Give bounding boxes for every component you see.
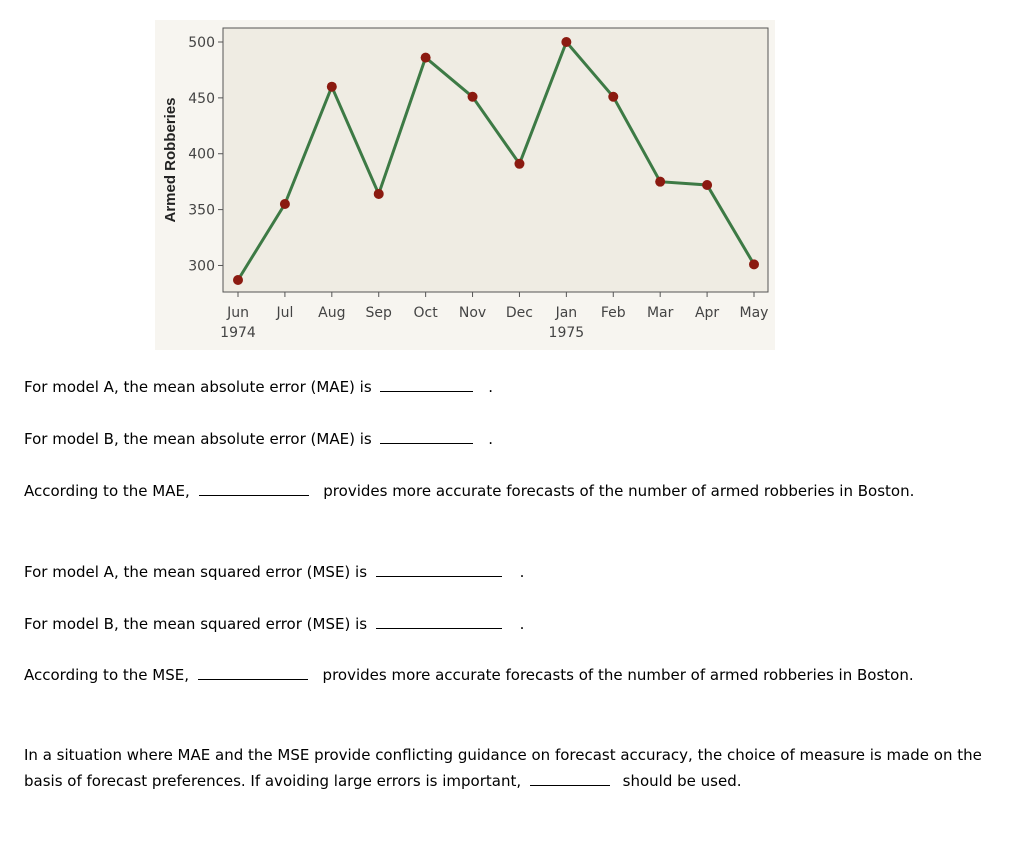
question-mse-choice — [24, 665, 914, 684]
x-tick-label: Nov — [458, 305, 487, 321]
data-point — [327, 82, 337, 92]
data-point — [233, 275, 243, 285]
x-tick-label: Jul — [276, 305, 294, 321]
question-final-suffix: should be used. — [622, 772, 742, 790]
data-point — [561, 37, 571, 47]
question-mse-choice-text: According to the MSE, — [24, 666, 189, 684]
data-point — [702, 180, 712, 190]
question-mse-a-text: For model A, the mean squared error (MSE) is — [24, 563, 368, 581]
data-point — [749, 259, 759, 269]
question-mae-b — [24, 429, 493, 448]
question-mse-b — [24, 614, 524, 633]
x-tick-label: Mar — [646, 305, 674, 321]
x-tick-label: Feb — [600, 305, 626, 321]
y-tick-label: 400 — [188, 146, 215, 163]
armed-robberies-chart — [155, 20, 775, 350]
data-point — [655, 177, 665, 187]
question-mse-b-period: . — [519, 615, 525, 633]
answer-blank-mae-b[interactable] — [380, 429, 473, 444]
plot-area — [223, 28, 768, 292]
x-tick-label: Sep — [365, 305, 392, 321]
x-tick-label: Jun — [227, 305, 249, 321]
answer-blank-mae-choice[interactable] — [199, 481, 309, 496]
question-mae-choice — [24, 481, 914, 500]
line-chart-svg — [155, 20, 775, 350]
question-mse-choice-suffix: provides more accurate forecasts of the number of armed robberies in Boston. — [322, 666, 914, 684]
data-point — [468, 92, 478, 102]
question-mae-b-text: For model B, the mean absolute error (MAE) is — [24, 430, 372, 448]
y-tick-label: 500 — [188, 35, 215, 51]
x-tick-label: Jan — [555, 305, 578, 321]
question-final-text: In a situation where MAE and the MSE provide conflicting guidance on forecast accuracy, the choice of measure is made on the basis of forecast preferences. If avoiding large errors is important, — [24, 746, 982, 790]
data-point — [280, 199, 290, 209]
x-tick-label: Dec — [505, 305, 534, 321]
question-mae-b-period: . — [488, 430, 494, 448]
answer-blank-mse-b[interactable] — [376, 614, 502, 629]
question-mae-a — [24, 377, 493, 396]
question-final — [24, 742, 1009, 794]
answer-blank-mae-a[interactable] — [380, 377, 473, 392]
question-mae-a-text: For model A, the mean absolute error (MAE) is — [24, 378, 372, 396]
question-mae-choice-text: According to the MAE, — [24, 482, 190, 500]
data-point — [374, 189, 384, 199]
x-year-label: 1975 — [548, 325, 585, 341]
x-tick-label: Aug — [318, 305, 346, 321]
answer-blank-mse-choice[interactable] — [198, 665, 308, 680]
answer-blank-mse-a[interactable] — [376, 562, 502, 577]
x-year-label: 1974 — [220, 325, 256, 341]
data-point — [514, 159, 524, 169]
y-tick-label: 300 — [188, 258, 215, 275]
question-mse-b-text: For model B, the mean squared error (MSE) is — [24, 615, 368, 633]
question-mae-choice-suffix: provides more accurate forecasts of the number of armed robberies in Boston. — [323, 482, 915, 500]
x-tick-label: Apr — [694, 305, 720, 321]
question-mse-a — [24, 562, 524, 581]
question-mae-a-period: . — [488, 378, 493, 396]
answer-blank-final[interactable] — [530, 771, 610, 786]
data-point — [608, 92, 618, 102]
x-tick-label: May — [739, 305, 769, 321]
x-tick-label: Oct — [413, 305, 438, 321]
question-mse-a-period: . — [519, 563, 525, 581]
y-axis-label: Armed Robberies — [162, 97, 179, 223]
y-tick-label: 450 — [188, 90, 215, 107]
data-point — [421, 53, 431, 63]
y-tick-label: 350 — [188, 202, 215, 219]
